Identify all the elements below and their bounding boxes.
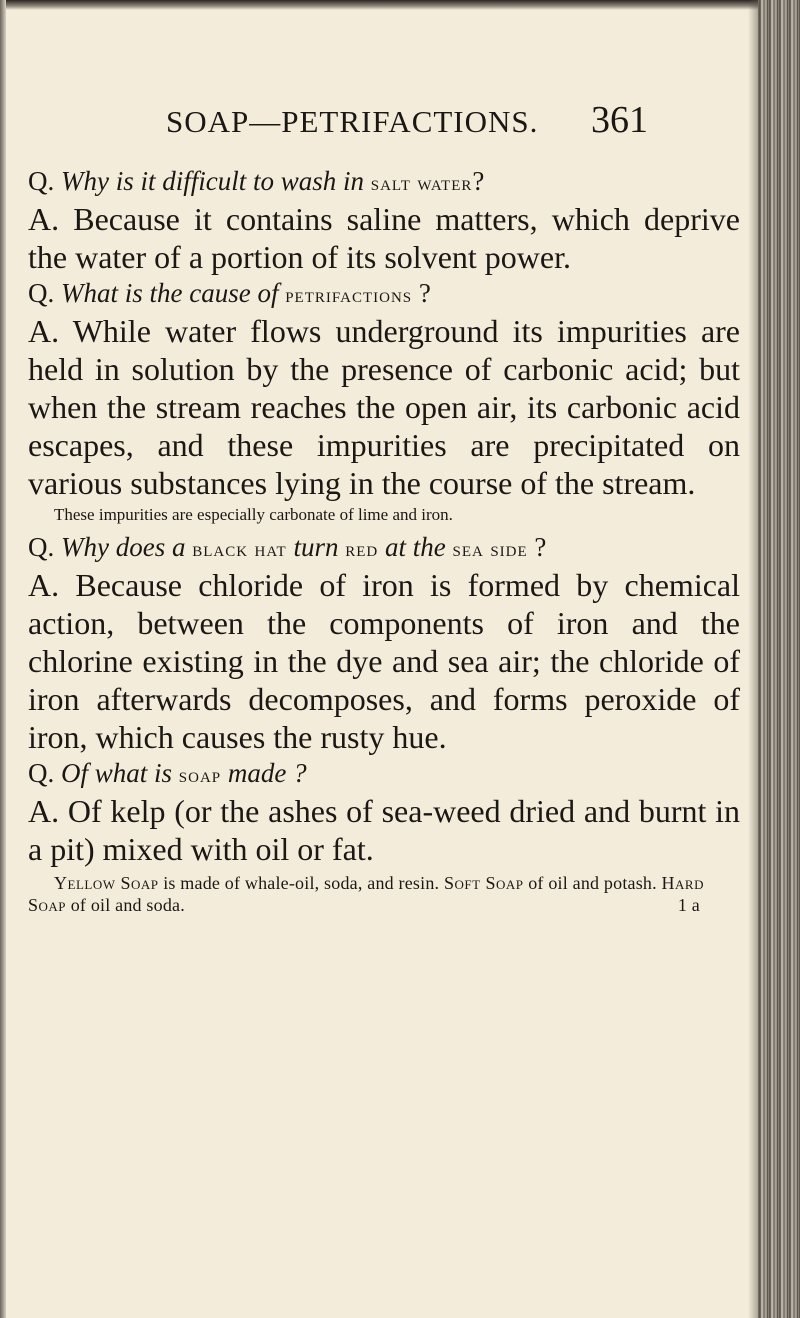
question-keyword: red [345, 536, 379, 561]
footnote-yellow-text: is made of whale-oil, soda, and resin. [163, 873, 440, 893]
question-petrifactions [28, 276, 740, 312]
answer-label: A. [28, 201, 60, 237]
answer-text: Of kelp (or the ashes of sea-weed dried and burnt in a pit) mixed with oil or fat. [28, 793, 741, 867]
question-mark: ? [472, 166, 485, 196]
answer-text: Because it contains saline matters, which deprive the water of a portion of its solvent power. [28, 201, 740, 275]
footnote-hard-label: Hard Soap [28, 873, 704, 915]
question-mark: ? [534, 532, 547, 562]
signature-mark: 1 a [677, 895, 700, 915]
question-text: Why does a [61, 532, 186, 562]
question-mark: ? [418, 278, 431, 308]
footnote [28, 872, 740, 916]
answer-label: A. [28, 793, 60, 829]
question-soap [28, 756, 740, 792]
question-label: Q. [28, 166, 55, 196]
footnote-soft-label: Soft Soap [443, 873, 524, 893]
answer-black-hat [28, 566, 740, 756]
page-body [28, 164, 740, 916]
question-text: Why is it difficult to wash in [61, 166, 364, 196]
running-head [28, 99, 746, 164]
page-left-edge [0, 0, 6, 1318]
running-head-title: SOAP—PETRIFACTIONS. [166, 104, 539, 139]
answer-text: While water flows underground its impurities are held in solution by the presence of carbonic acid; but when the stream reaches the open air, its carbonic acid escapes, and these impurities are precipitated on various substances lying in the course of the stream. [28, 313, 741, 501]
question-keyword: salt water [370, 170, 473, 195]
question-keyword: soap [178, 762, 222, 787]
answer-salt-water [28, 200, 740, 276]
question-text: made ? [227, 758, 307, 788]
question-keyword: sea side [452, 536, 528, 561]
answer-petrifactions [28, 312, 740, 502]
footnote-yellow-label: Yellow Soap [54, 873, 159, 893]
answer-soap [28, 792, 740, 868]
footnote-soft-text: of oil and potash. [528, 873, 657, 893]
question-text: at the [385, 532, 446, 562]
book-binding [758, 0, 800, 1318]
question-salt-water [28, 164, 740, 200]
footnote-hard-text: of oil and soda. [70, 895, 185, 915]
question-keyword: black hat [192, 536, 287, 561]
page-top-edge [0, 0, 800, 10]
question-label: Q. [28, 278, 55, 308]
question-keyword: petrifactions [285, 282, 413, 307]
question-label: Q. [28, 758, 55, 788]
answer-text: Because chloride of iron is formed by chemical action, between the components of iron and the chlorine existing in the dye and sea air; the chloride of iron afterwards decomposes, and forms peroxide of iron, which causes the rusty hue. [28, 567, 740, 755]
answer-label: A. [28, 313, 60, 349]
answer-note: These impurities are especially carbonate of lime and iron. [54, 505, 453, 524]
question-text: Of what is [61, 758, 173, 788]
question-label: Q. [28, 532, 55, 562]
question-text: What is the cause of [61, 278, 279, 308]
page-number: 361 [591, 99, 648, 141]
question-black-hat [28, 530, 740, 566]
question-text: turn [293, 532, 339, 562]
answer-label: A. [28, 567, 60, 603]
